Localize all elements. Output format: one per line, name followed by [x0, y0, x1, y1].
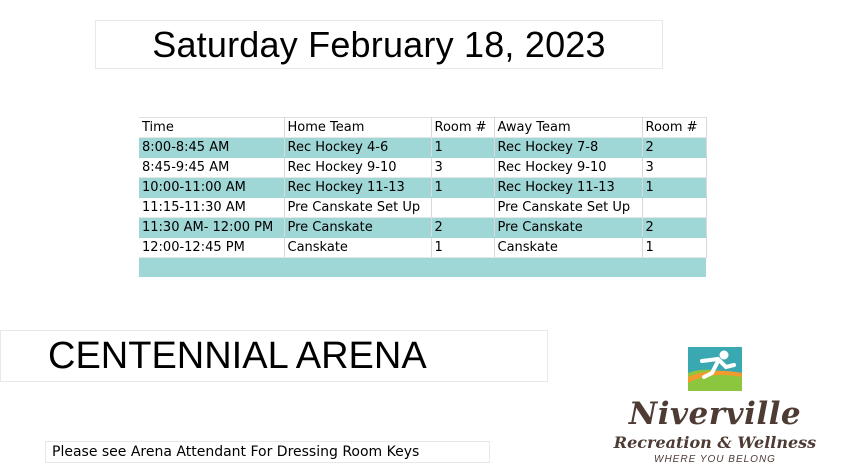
away-team-cell: Rec Hockey 7-8: [494, 138, 642, 158]
home-team-cell: Rec Hockey 9-10: [284, 158, 431, 178]
away-team-cell: Canskate: [494, 238, 642, 258]
dressing-room-note: Please see Arena Attendant For Dressing Room Keys: [45, 441, 490, 463]
home-room-cell: 2: [431, 218, 494, 238]
away-team-cell: Pre Canskate Set Up: [494, 198, 642, 218]
table-row: [139, 178, 706, 198]
runner-logo-icon: [684, 343, 746, 395]
header-time: Time: [139, 118, 284, 138]
table-row: [139, 238, 706, 258]
away-room-cell: 2: [642, 138, 706, 158]
home-room-cell: 1: [431, 238, 494, 258]
time-cell: 8:45-9:45 AM: [139, 158, 284, 178]
home-room-cell: 1: [431, 178, 494, 198]
table-row: [139, 218, 706, 238]
header-home-room: Room #: [431, 118, 494, 138]
away-room-cell: 2: [642, 218, 706, 238]
table-header-row: [139, 118, 706, 138]
niverville-logo: [600, 340, 830, 470]
table-footer-row: [139, 258, 706, 277]
header-away-room: Room #: [642, 118, 706, 138]
time-cell: 12:00-12:45 PM: [139, 238, 284, 258]
time-cell: 11:30 AM- 12:00 PM: [139, 218, 284, 238]
home-team-cell: Rec Hockey 4-6: [284, 138, 431, 158]
away-team-cell: Pre Canskate: [494, 218, 642, 238]
arena-name: CENTENNIAL ARENA: [0, 330, 548, 382]
page-title: Saturday February 18, 2023: [95, 20, 663, 69]
home-room-cell: 3: [431, 158, 494, 178]
table-row: [139, 198, 706, 218]
table-row: [139, 138, 706, 158]
home-room-cell: 1: [431, 138, 494, 158]
logo-subtitle: Recreation & Wellness: [613, 433, 817, 452]
table-row: [139, 158, 706, 178]
away-room-cell: 3: [642, 158, 706, 178]
away-room-cell: 1: [642, 178, 706, 198]
away-room-cell: [642, 198, 706, 218]
header-away-team: Away Team: [494, 118, 642, 138]
time-cell: 8:00-8:45 AM: [139, 138, 284, 158]
home-team-cell: Canskate: [284, 238, 431, 258]
away-team-cell: Rec Hockey 9-10: [494, 158, 642, 178]
logo-name: Niverville: [628, 396, 802, 432]
time-cell: 10:00-11:00 AM: [139, 178, 284, 198]
away-team-cell: Rec Hockey 11-13: [494, 178, 642, 198]
time-cell: 11:15-11:30 AM: [139, 198, 284, 218]
home-room-cell: [431, 198, 494, 218]
home-team-cell: Rec Hockey 11-13: [284, 178, 431, 198]
schedule-table: [139, 117, 707, 277]
home-team-cell: Pre Canskate Set Up: [284, 198, 431, 218]
away-room-cell: 1: [642, 238, 706, 258]
header-home-team: Home Team: [284, 118, 431, 138]
home-team-cell: Pre Canskate: [284, 218, 431, 238]
logo-tagline: WHERE YOU BELONG: [654, 454, 776, 465]
